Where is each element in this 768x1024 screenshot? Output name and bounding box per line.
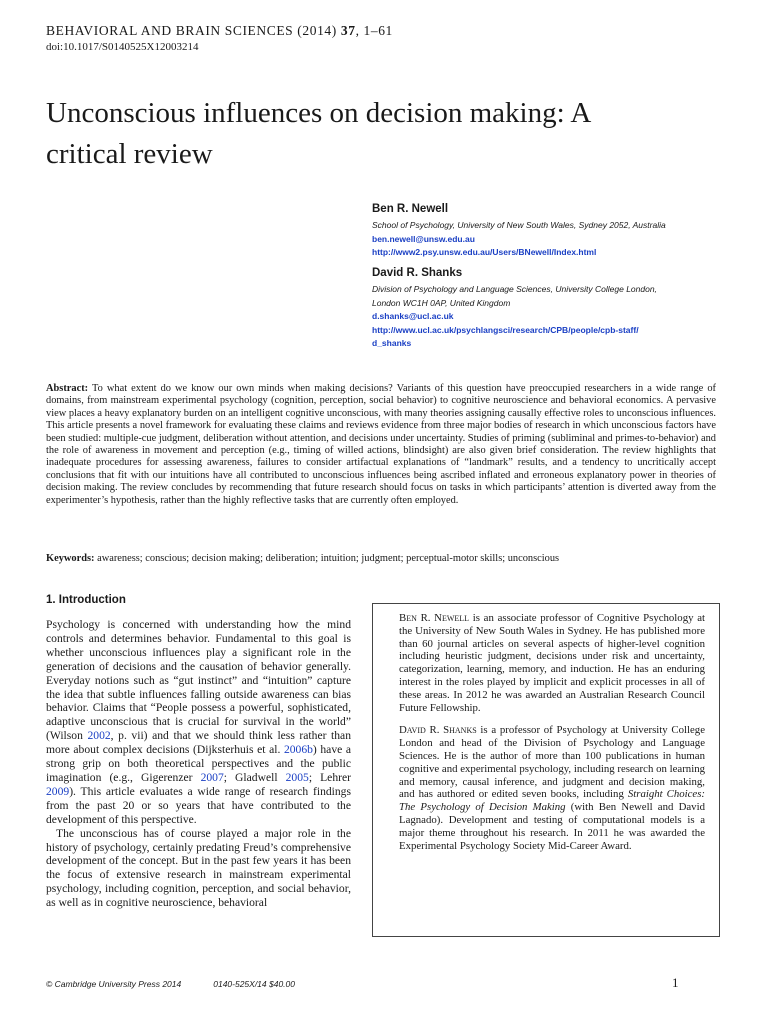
abstract [46,383,716,507]
intro-paragraph-2: The unconscious has of course played a major role in the history of psychology, certainly predating Freud’s comprehensive development of the concept. But in the past few years it has been the focus of extensive research in mainstream experimental psychology, including cognition, perception, and social behavior, as well as in cognitive neuroscience, behavioral [46,826,351,910]
article-title: Unconscious influences on decision making: A critical review [46,97,590,170]
text-run: ; Gladwell [223,770,286,784]
text-run: , p. vii) and that we should think less rather than more about complex decisions (Dijksterhuis et al. [46,729,351,757]
keywords [46,553,726,565]
author-url-link-continued[interactable]: d_shanks [372,338,412,348]
abstract-label: Abstract: [46,383,89,394]
book-title: Straight Choices: The Psychology of Decision Making [399,788,705,814]
author-affiliation: School of Psychology, University of New South Wales, Sydney 2052, Australia [372,220,666,230]
copyright: © Cambridge University Press 2014 [46,979,182,989]
text-run: ). This article evaluates a wide range of research findings from the past 20 or so years that have contributed to the development of this perspective. [46,784,351,826]
bio-text: is an associate professor of Cognitive Psychology at the University of New South Wales in Sydney. He has published more than 60 journal articles on several aspects of higher-level cognition including heuristic judgment, decisions under risk and uncertainty, categorization, learning, memory, and induction. He has an enduring interest in the roles played by implicit and explicit processes in all of these areas. In 2012 he was awarded an Australian Research Council Future Fellowship. [399,612,705,714]
keywords-text: awareness; conscious; decision making; deliberation; intuition; judgment; perceptual-motor skills; unconscious [97,553,560,564]
introduction-body [46,618,351,910]
author-block-shanks [372,267,657,351]
page-number: 1 [672,975,679,990]
citation-link[interactable]: 2006b [283,743,313,757]
keywords-label: Keywords: [46,553,95,564]
page-footer [46,979,295,989]
journal-volume: 37 [340,23,356,38]
author-name: Ben R. Newell [372,203,449,215]
citation-link[interactable]: 2005 [285,770,309,784]
author-affiliation-line: London WC1H 0AP, United Kingdom [372,297,511,308]
bio-name: David R. Shanks [399,724,477,737]
author-url-link[interactable]: http://www2.psy.unsw.edu.au/Users/BNewell/Index.html [372,247,597,257]
author-email-link[interactable]: d.shanks@ucl.ac.uk [372,311,454,321]
citation-link[interactable]: 2007 [200,770,224,784]
bio-newell [399,612,705,714]
text-run: ; Lehrer [308,770,351,784]
journal-pages: , 1–61 [355,23,393,38]
text-run: ) have a strong grip on both theoretical perspectives and the public imagination (e.g., Gigerenzer [46,743,351,784]
author-affiliation-line: Division of Psychology and Language Sciences, University College London, [372,284,657,294]
journal-name: BEHAVIORAL AND BRAIN SCIENCES (2014) [46,23,337,38]
author-bio-box [372,603,720,937]
bio-shanks [399,724,705,852]
abstract-text: To what extent do we know our own minds when making decisions? Variants of this question have preoccupied researchers in a wide range of domains, from mainstream experimental psychology (cognition, perception, social behavior) to cognitive neuroscience and behavioral economics. A pervasive view places a heavy explanatory burden on an intelligent cognitive unconscious, with many theories assigning causally effective roles to unconscious influences. This article presents a novel framework for evaluating these claims and reviews evidence from three major bodies of research in which unconscious factors have been studied: multiple-cue judgment, deliberation without attention, and decisions under uncertainty. Studies of priming (subliminal and primes-to-behavior) and the role of awareness in movement and perception (e.g., timing of willed actions, blindsight) are also given brief consideration. The review highlights that inadequate procedures for assessing awareness, failures to consider artifactual explanations of “landmark” results, and a tendency to uncritically accept conclusions that fit with our intuitions have all contributed to unconscious influences being ascribed inflated and erroneous explanatory power in theories of decision making. The review concludes by recommending that future research should focus on tasks in which participants’ attention is diverted away from the experimenter’s hypothesis, rather than the highly reflective tasks that are currently often employed. [46,383,716,506]
citation-link[interactable]: 2009 [46,784,70,798]
doi: doi:10.1017/S0140525X12003214 [46,41,199,53]
author-name: David R. Shanks [372,267,463,279]
bio-text: is a professor of Psychology at University College London and head of the Division of Psychology and Language Sciences. He is the author of more than 100 publications in human cognitive and experimental psychology, including research on learning and memory, causal inference, and judgment and decision making, and has authored or edited seven books, including [399,724,706,801]
author-block-newell [372,203,666,260]
author-email-link[interactable]: ben.newell@unsw.edu.au [372,233,475,244]
price-code: 0140-525X/14 $40.00 [213,979,296,989]
author-url-link[interactable]: http://www.ucl.ac.uk/psychlangsci/research/CPB/people/cpb-staff/ [372,324,639,335]
section-heading: 1. Introduction [46,594,126,606]
bio-text: (with Ben Newell and David Lagnado). Development and testing of computational models is a major theme throughout his research. In 2011 he was awarded the Experimental Psychology Society Mid-Career Award. [399,801,705,852]
journal-header [46,23,393,39]
citation-link[interactable]: 2002 [87,729,111,743]
intro-paragraph-1 [46,618,351,827]
bio-name: Ben R. Newell [399,612,470,624]
text-run: Psychology is concerned with understanding how the mind controls and determines behavior. Fundamental to this goal is whether unconscious influences play a significant role in the generation of decisions and the causation of behavior generally. Everyday notions such as “gut instinct” and “intuition” capture the idea that subtle influences falling outside awareness can bias behavior. Claims that “People possess a powerful, sophisticated, adaptive unconscious that is crucial for survival in the world” (Wilson [46,618,351,743]
